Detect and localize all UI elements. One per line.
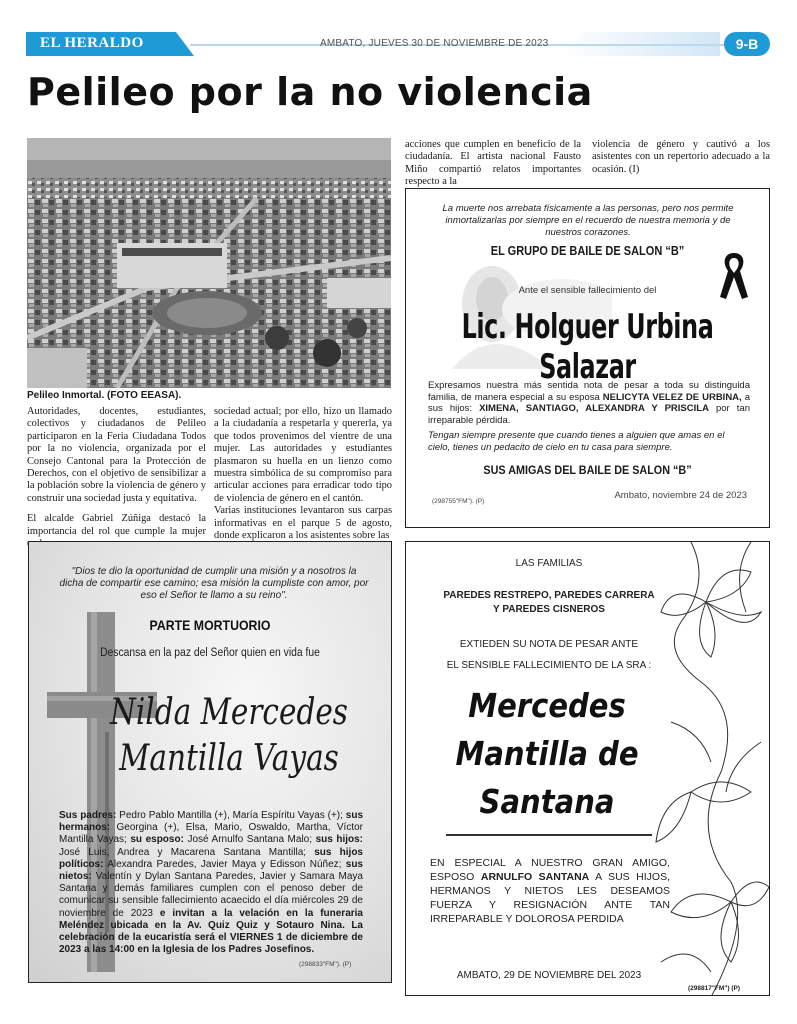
article-column-2 xyxy=(214,406,392,550)
ad-code: (298833"FM"). (P) xyxy=(299,961,352,968)
body-text: A SUS HIJOS, HERMANOS Y NIETOS LES DESEAMOS FUERZA Y RESIGNACIÓN ANTE TAN IRREPARABLE Y DOLOROSA PERDIDA xyxy=(430,871,671,925)
paragraph: Autoridades, docentes, estudiantes, colectivos y ciudadanos de Pelileo participaron en la Feria Ciudadana Todos por la no violencia, organizada por el Consejo Cantonal para la Protección de Derechos, con el objetivo de sensibilizar a la población sobre la violencia de género y construir una sociedad justa y equitativa. xyxy=(27,406,206,504)
notice-body xyxy=(430,856,670,926)
body-text: EN ESPECIAL A NUESTRO GRAN AMIGO, ESPOSO xyxy=(430,857,670,883)
notice-date: Ambato, noviembre 24 de 2023 xyxy=(614,490,747,501)
article-photo xyxy=(27,138,391,388)
newspaper-name: EL HERALDO xyxy=(40,35,144,51)
notice-sensible: EL SENSIBLE FALLECIMIENTO DE LA SRA : xyxy=(446,660,652,671)
notice-extend: EXTIEDEN SU NOTA DE PESAR ANTE xyxy=(459,639,639,650)
paragraph: acciones que cumplen en beneficio de la ciudadanía. El artista nacional Fausto Miño compartió relatos importantes respecto a la xyxy=(405,139,581,188)
family-line: Y PAREDES CISNEROS xyxy=(493,604,605,615)
article-headline: Pelileo por la no violencia xyxy=(27,70,593,114)
notice-body xyxy=(428,380,750,426)
label: sus nietos: xyxy=(59,858,363,883)
obituary-notice-mantilla-vayas xyxy=(28,541,392,983)
children-names: XIMENA, SANTIAGO, ALEXANDRA Y PRISCILA xyxy=(479,403,709,415)
body-text: Alexandra Paredes, Javier Maya y Edisson Núñez; xyxy=(103,858,346,870)
label: su esposo: xyxy=(130,834,184,846)
deceased-name xyxy=(98,690,360,782)
family-line: PAREDES RESTREPO, PAREDES CARRERA xyxy=(443,590,655,601)
families-names xyxy=(424,589,674,617)
divider xyxy=(446,834,652,836)
body-text: José Arnulfo Santana Malo; xyxy=(183,834,316,846)
header-accent xyxy=(560,32,720,56)
body-text: Valentín y Dylan Santana Paredes, Javier y Samara Maya Santana y demás familiares cumplen con el penoso deber de comunicar su sensible fallecimiento acaecido el día miércoles 29 de noviembre de 2023 xyxy=(59,871,363,919)
families-label: LAS FAMILIAS xyxy=(515,558,583,569)
notice-group: EL GRUPO DE BAILE DE SALON “B” xyxy=(490,244,685,258)
body-text: a sus hijos: xyxy=(428,391,750,415)
deceased-name xyxy=(432,682,663,826)
page-number: 9-B xyxy=(724,32,770,56)
notice-date: AMBATO, 29 DE NOVIEMBRE DEL 2023 xyxy=(456,970,642,981)
article-column-4 xyxy=(592,139,770,184)
name-line: Mercedes xyxy=(468,686,626,725)
name-line: Nilda Mercedes xyxy=(110,692,348,733)
ad-code: (298755"FM"). (P) xyxy=(432,498,485,505)
label: Sus padres: xyxy=(59,810,117,821)
label: sus hijos: xyxy=(315,834,363,846)
body-text: Pedro Pablo Mantilla (+), María Espíritu Vayas (+); xyxy=(116,810,346,821)
notice-intro: La muerte nos arrebata físicamente a las personas, pero nos permite inmortalizarlas por siempre en el recuerdo de nuestra memoria y de nuestros corazones. xyxy=(442,203,734,238)
paragraph: violencia de género y cautivó a los asistentes con un repertorio adecuado a la ocasión. (I) xyxy=(592,139,770,175)
closing-text: e invitan a la velación en la funeraria Meléndez ubicada en la Av. Quiz Quiz y Sotauro Nina. La celebración de la eucaristía será el VIERNES 1 de diciembre de 2023 a las 14:00 en la Iglesia de los Padres Josefinos. xyxy=(59,907,363,956)
label: sus hermanos: xyxy=(59,810,364,834)
spouse-name: NELICYTA VELEZ DE URBINA, xyxy=(602,391,742,403)
issue-date: AMBATO, JUEVES 30 DE NOVIEMBRE DE 2023 xyxy=(320,38,549,49)
paragraph: El alcalde Gabriel Zúñiga destacó la importancia del rol que cumple la mujer xyxy=(27,513,206,537)
paragraph: sociedad actual; por ello, hizo un llamado a la ciudadanía a respetarla y quererla, ya que todos provenimos del vientre de una mujer. Las autoridades y estudiantes plasmaron su huella en un lienzo como muestra simbólica de su compromiso para articular acciones para erradicar todo tipo de violencia de género en el cantón. xyxy=(214,406,392,504)
obituary-notice-mantilla-santana xyxy=(405,541,770,996)
notice-desc: Descansa en la paz del Señor quien en vida fue xyxy=(100,647,320,659)
name-line: Mantilla de xyxy=(455,734,639,773)
ad-code: (298817"FM") (P) xyxy=(688,985,741,992)
notice-quote: "Dios te dio la oportunidad de cumplir una misión y a nosotros la dicha de compartir ese camino; esa misión la cumpliste con amor, por eso el Señor te llamo a su reino". xyxy=(59,566,369,601)
article-column-1 xyxy=(27,406,206,558)
deceased-name: Lic. Holguer Urbina Salazar xyxy=(461,307,714,387)
body-text: Georgina (+), Elsa, Mario, Oswaldo, Martha, Víctor Mantilla Vayas; xyxy=(59,822,363,846)
obituary-notice-urbina xyxy=(405,188,770,528)
name-line: Santana xyxy=(479,782,615,821)
name-line: Mantilla Vayas xyxy=(119,738,339,779)
notice-quote: Tengan siempre presente que cuando tienes a alguien que amas en el cielo, tienes un pedacito de cielo en tu casa para siempre. xyxy=(428,430,725,453)
label: sus hijos políticos: xyxy=(59,846,363,870)
notice-title: PARTE MORTUORIO xyxy=(149,617,271,633)
friend-name: ARNULFO SANTANA xyxy=(480,871,590,883)
body-text: Expresamos nuestra más sentida nota de pesar a toda su distinguida familia, de manera especial a su esposa xyxy=(428,380,750,403)
notice-signature: SUS AMIGAS DEL BAILE DE SALON “B” xyxy=(483,463,692,477)
body-text: por tan irreparable pérdida. xyxy=(428,403,750,426)
body-text: José Luis, Andrea y Macarena Santana Mantilla; xyxy=(59,846,315,858)
notice-ante: Ante el sensible fallecimiento del xyxy=(518,285,657,296)
paragraph: Varias instituciones levantaron sus carpas informativas en el parque 5 de agosto, donde explicaron a los asistentes sobre las xyxy=(214,505,392,542)
notice-body xyxy=(59,810,363,956)
photo-caption: Pelileo Inmortal. (FOTO EEASA). xyxy=(27,390,182,401)
